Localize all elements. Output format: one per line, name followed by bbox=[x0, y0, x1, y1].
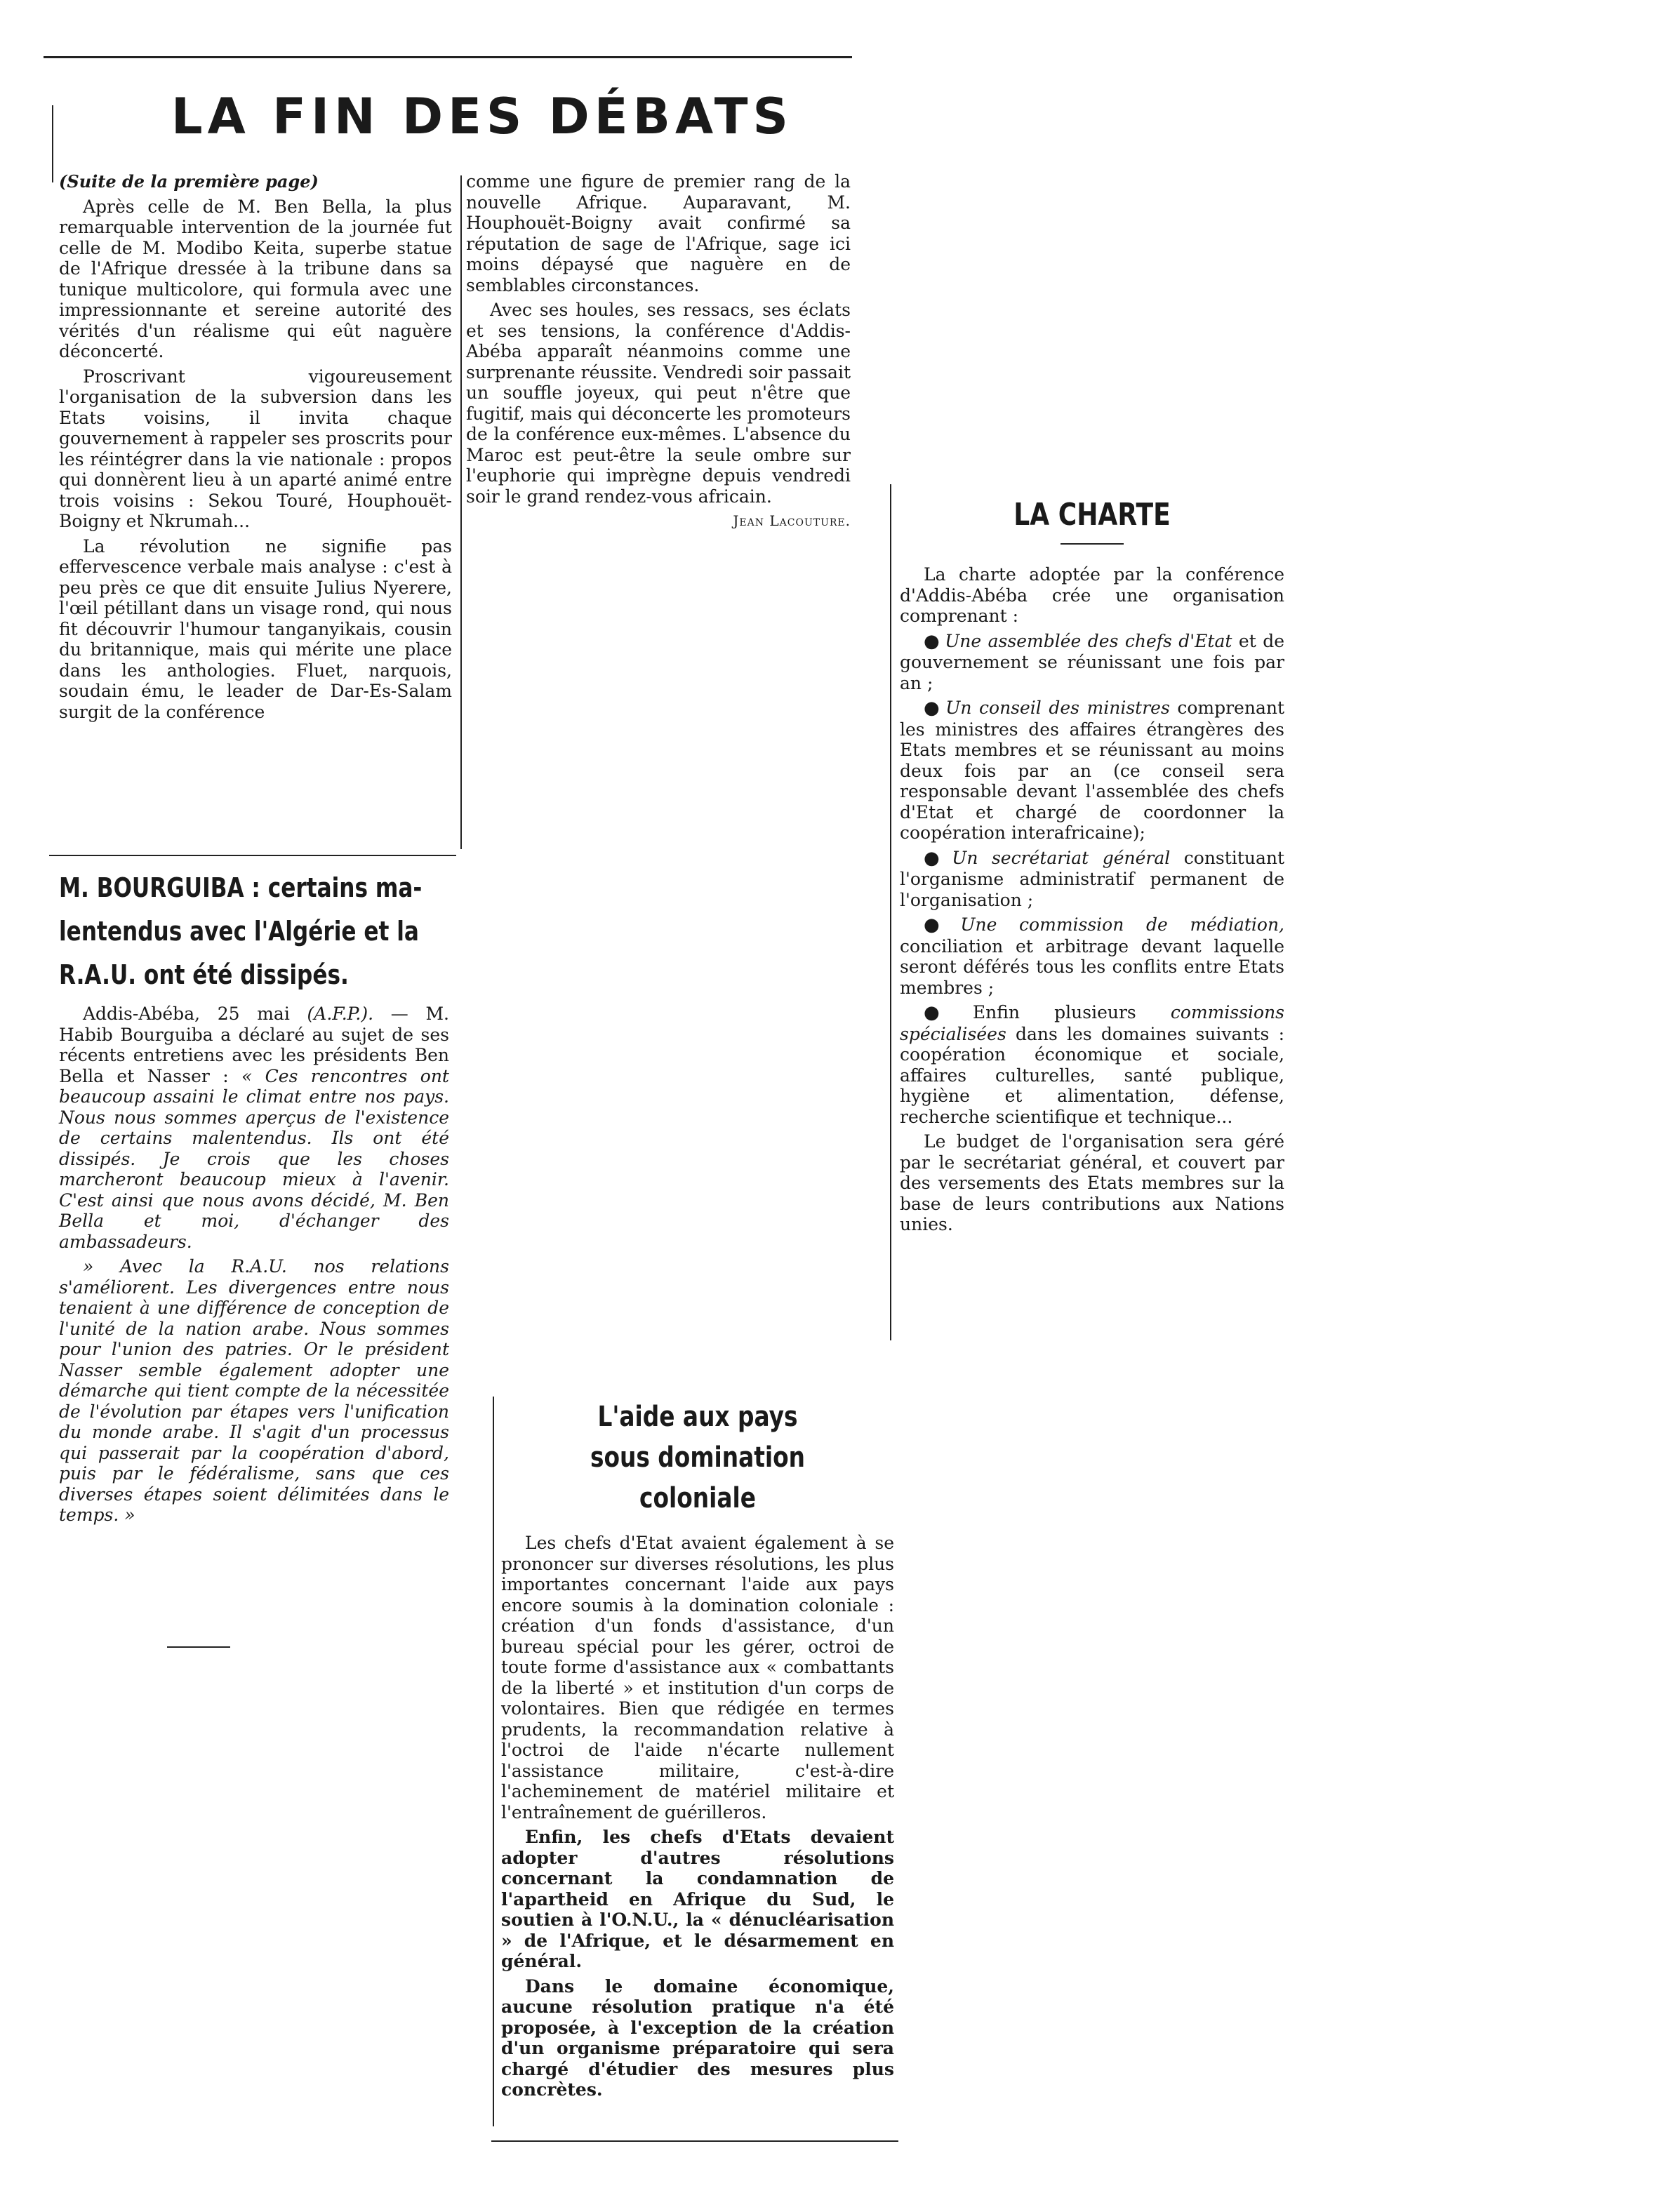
dateline: Addis-Abéba, 25 mai bbox=[83, 1004, 290, 1024]
bourguiba-headline-line: R.A.U. ont été dissipés. bbox=[59, 959, 349, 990]
article-paragraph: Après celle de M. Ben Bella, la plus remarquable intervention de la journée fut celle de M. Modibo Keita, superbe statue de l'Afrique dressée à la tribune dans sa tunique multicolore, qui formula avec une impressionnante et sereine autorité des vérités d'un réalisme qui eût naguère déconcerté. bbox=[59, 196, 452, 361]
charte-left-rule bbox=[890, 484, 891, 1340]
column-divider bbox=[460, 175, 462, 849]
bourguiba-headline-line: M. BOURGUIBA : certains ma- bbox=[59, 872, 423, 903]
charte-item-text: constituant l'organisme administratif permanent de l'organisation ; bbox=[900, 847, 1284, 910]
charte-item bbox=[900, 1002, 1284, 1127]
article-paragraph: Avec ses houles, ses ressacs, ses éclats et ses tensions, la conférence d'Addis-Abéba apparaît néanmoins comme une surprenante réussite. Vendredi soir passait un souffle joyeux, qui peut n'être que fugitif, mais qui déconcerte les promoteurs de la conférence eux-mêmes. L'absence du Maroc est peut-être la seule ombre sur l'euphorie qui imprègne depuis vendredi soir le grand rendez-vous africain. bbox=[466, 300, 851, 507]
bullet-icon: ● bbox=[924, 630, 941, 652]
top-rule bbox=[44, 56, 852, 58]
charte-title: LA CHARTE bbox=[1013, 497, 1171, 533]
charte-item-term: Une commission de médiation, bbox=[960, 914, 1285, 935]
bourguiba-headline-line: lentendus avec l'Algérie et la bbox=[59, 916, 419, 947]
article-paragraph: La révolution ne signifie pas effervescence verbale mais analyse : c'est à peu près ce que dit ensuite Julius Nyerere, l'œil pétillant dans un visage rond, qui nous fit découvrir l'humour tanganyikais, cousin du britannique, mais qui mérite une place dans les anthologies. Fluet, narquois, soudain ému, le leader de Dar-Es-Salam surgit de la conférence bbox=[59, 535, 452, 722]
bullet-icon: ● bbox=[924, 1002, 969, 1023]
article-headline: LA FIN DES DÉBATS bbox=[171, 88, 793, 145]
charte-item bbox=[900, 848, 1284, 911]
bullet-icon: ● bbox=[924, 914, 957, 935]
charte-item-term: Un conseil des ministres bbox=[945, 698, 1170, 718]
aide-box bbox=[501, 1397, 894, 2105]
bourguiba-body bbox=[59, 1004, 449, 1530]
aide-bottom-rule bbox=[491, 2140, 898, 2142]
charte-budget: Le budget de l'organisation sera géré par le secrétariat général, et couvert par des versements des Etats membres sur la base de leurs contributions aux Nations unies. bbox=[900, 1131, 1284, 1234]
bourguiba-quote: » Avec la R.A.U. nos relations s'améliorent. Les divergences entre nous tenaient à une différence de conception de l'unité de la nation arabe. Nous sommes pour l'union des patries. Or le président Nasser semble également adopter une démarche qui tient compte de la nécessitée de l'évolution par étapes vers l'unification du monde arabe. Il s'agit d'un processus qui passerait par la coopération d'abord, puis par le fédéralisme, sans que ces diverses étapes soient délimitées dans le temps. » bbox=[59, 1256, 449, 1525]
charte-item bbox=[900, 698, 1284, 844]
aide-paragraph: Enfin, les chefs d'Etats devaient adopter d'autres résolutions concernant la condamnation de l'apartheid en Afrique du Sud, le soutien à l'O.N.U., la « dénucléarisation » de l'Afrique, et le désarmement en général. bbox=[501, 1827, 894, 1971]
bourguiba-quote: « Ces rencontres ont beaucoup assaini le climat entre nos pays. Nous nous sommes aperçus de l'existence de certains malentendus. Ils ont été dissipés. Je crois que les choses marcheront beaucoup mieux à l'avenir. C'est ainsi que nous avons décidé, M. Ben Bella et moi, d'échanger des ambassadeurs. bbox=[59, 1065, 449, 1252]
charte-item-text: dans les domaines suivants : coopération économique et sociale, affaires culturelles, santé publique, hygiène et alimentation, défense, recherche scientifique et technique... bbox=[900, 1023, 1284, 1127]
aide-left-rule bbox=[493, 1397, 494, 2126]
agency-credit: (A.F.P.). bbox=[307, 1004, 374, 1024]
charte-item bbox=[900, 914, 1284, 998]
dateline-dash: — bbox=[373, 1004, 426, 1024]
charte-box bbox=[900, 494, 1284, 1239]
article-column-1 bbox=[59, 171, 452, 726]
charte-item-pre: Enfin plusieurs bbox=[972, 1002, 1171, 1022]
byline: Jean Lacouture. bbox=[733, 512, 851, 529]
charte-item-text: comprenant les ministres des affaires étrangères des Etats membres et se réunissant au moins deux fois par an (ce conseil sera responsable devant l'assemblée des chefs d'Etat et chargé de coordonner la coopération interafricaine); bbox=[900, 698, 1284, 843]
article-column-2 bbox=[466, 171, 851, 529]
aide-title-line: L'aide aux pays bbox=[597, 1401, 798, 1433]
charte-item-term: Une assemblée des chefs d'Etat bbox=[945, 630, 1232, 651]
aide-title-line: sous domination coloniale bbox=[590, 1441, 806, 1514]
bourguiba-end-rule bbox=[167, 1646, 230, 1648]
bourguiba-top-rule bbox=[49, 855, 456, 856]
charte-item-term: commissions spécialisées bbox=[900, 1002, 1285, 1044]
bullet-icon: ● bbox=[924, 698, 942, 719]
continuation-note: (Suite de la première page) bbox=[59, 171, 319, 192]
charte-item-text: et de gouvernement se réunissant une fois par an ; bbox=[900, 630, 1285, 693]
headline-left-rule bbox=[52, 105, 53, 182]
aide-paragraph: Dans le domaine économique, aucune résolution pratique n'a été proposée, à l'exception de la création d'un organisme préparatoire qui sera chargé d'étudier des mesures plus concrètes. bbox=[501, 1976, 894, 2100]
bullet-icon: ● bbox=[924, 847, 948, 869]
charte-intro: La charte adoptée par la conférence d'Addis-Abéba crée une organisation comprenant : bbox=[900, 564, 1284, 626]
charte-item-text: conciliation et arbitrage devant laquelle seront déférés tous les conflits entre Etats membres ; bbox=[900, 935, 1284, 998]
bourguiba-headline bbox=[59, 866, 466, 997]
article-paragraph: comme une figure de premier rang de la nouvelle Afrique. Auparavant, M. Houphouët-Boigny avait confirmé sa réputation de sage de l'Afrique, sage ici moins dépaysé que naguère en de semblables circonstances. bbox=[466, 171, 851, 295]
bourguiba-lead: M. Habib Bourguiba a déclaré au sujet de ses récents entretiens avec les présidents Ben Bella et Nasser : bbox=[59, 1004, 449, 1086]
charte-item-term: Un secrétariat général bbox=[952, 847, 1171, 868]
aide-paragraph: Les chefs d'Etat avaient également à se prononcer sur diverses résolutions, les plus importantes concernant l'aide aux pays encore soumis à la domination coloniale : création d'un fonds d'assistance, d'un bureau spécial pour les gérer, octroi de toute forme d'assistance aux « combattants de la liberté » et institution d'un corps de volontaires. Bien que rédigée en termes prudents, la recommandation relative à l'octroi de l'aide n'écarte nullement l'assistance militaire, c'est-à-dire l'acheminement de matériel militaire et l'entraînement de guérilleros. bbox=[501, 1533, 894, 1823]
article-paragraph: Proscrivant vigoureusement l'organisation de la subversion dans les Etats voisins, il invita chaque gouvernement à rappeler ses proscrits pour les réintégrer dans la vie nationale : propos qui donnèrent lieu à un aparté animé entre trois voisins : Sekou Touré, Houphouët-Boigny et Nkrumah... bbox=[59, 366, 452, 531]
charte-item bbox=[900, 631, 1284, 694]
